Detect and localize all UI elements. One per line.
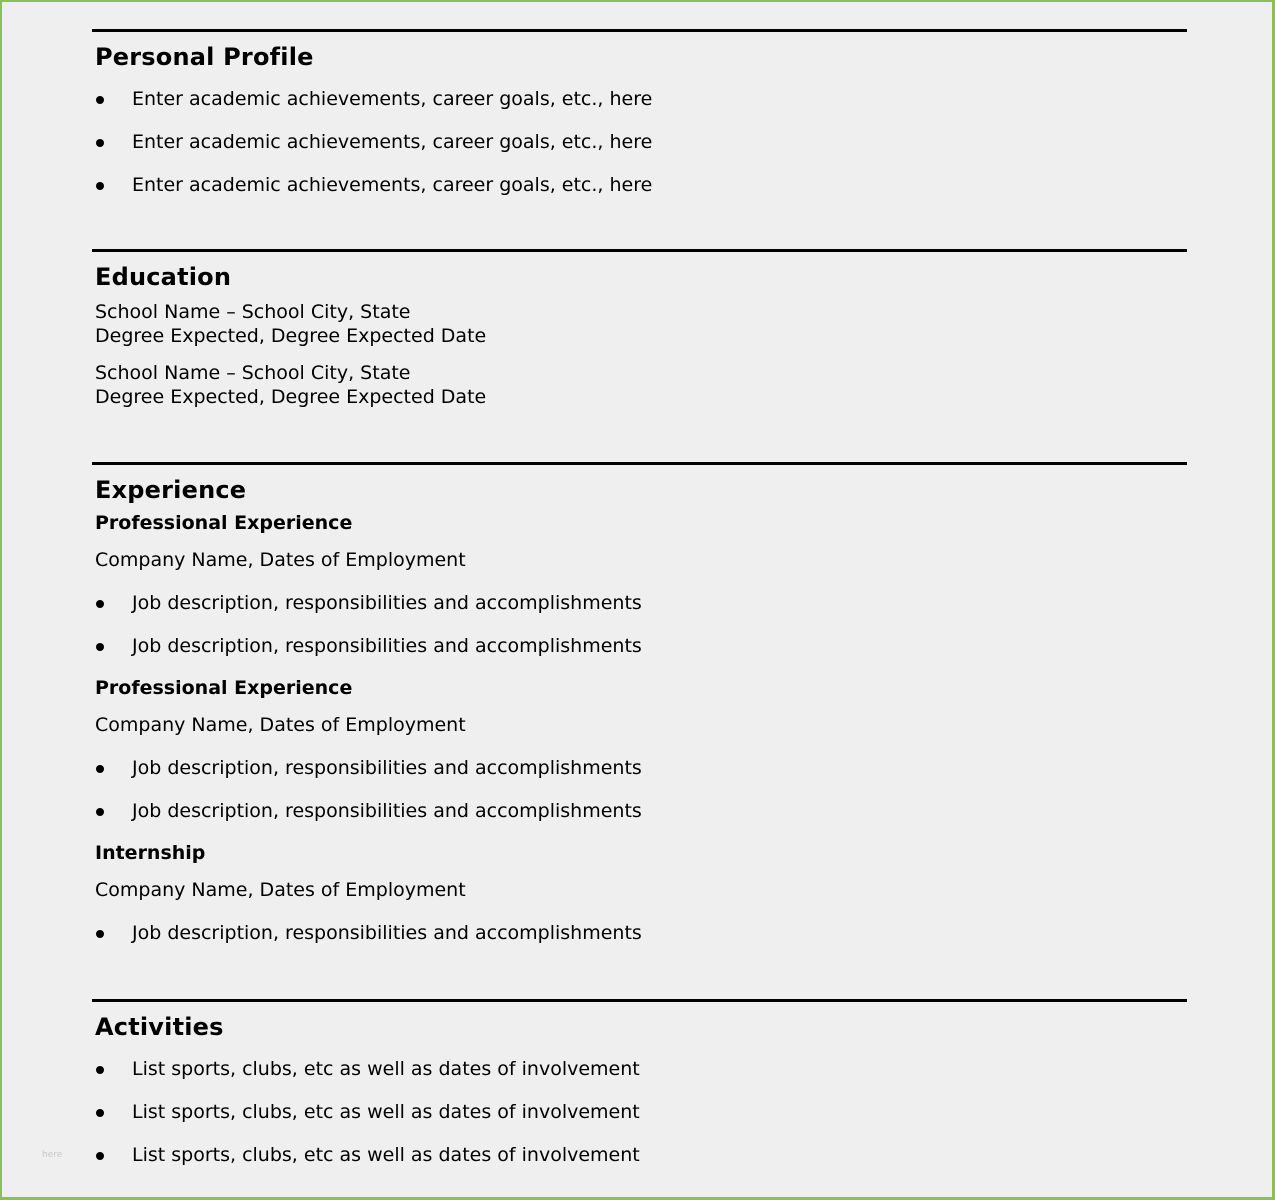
section-divider [92,999,1187,1002]
bullet-icon [96,1109,104,1117]
bullet-icon [96,643,104,651]
bullet-icon [96,139,104,147]
degree-line: Degree Expected, Degree Expected Date [95,386,487,408]
list-item [92,634,1187,658]
list-item [92,130,1187,154]
activities-list [92,1057,1187,1167]
education-section [92,249,1187,409]
bullet-icon [96,930,104,938]
activities-section [92,999,1187,1167]
job-bullet-list [92,591,1187,658]
bullet-icon [96,765,104,773]
list-item [92,756,1187,780]
personal-profile-heading: Personal Profile [95,43,314,71]
school-line: School Name – School City, State [95,362,411,384]
list-item-text: Job description, responsibilities and accomplishments [132,592,642,614]
job-heading: Professional Experience [95,677,353,699]
education-entry [92,361,1187,409]
bullet-icon [96,1066,104,1074]
bullet-icon [96,1152,104,1160]
list-item-text: Job description, responsibilities and accomplishments [132,635,642,657]
bullet-icon [96,808,104,816]
list-item-text: Job description, responsibilities and accomplishments [132,757,642,779]
job-bullet-list [92,921,1187,945]
activities-heading: Activities [95,1013,224,1041]
education-heading: Education [95,263,232,291]
school-line: School Name – School City, State [95,301,411,323]
job-bullet-list [92,756,1187,823]
section-divider [92,462,1187,465]
bullet-icon [96,182,104,190]
bullet-icon [96,600,104,608]
job-heading: Internship [95,842,206,864]
list-item-text: Job description, responsibilities and accomplishments [132,800,642,822]
list-item [92,173,1187,197]
list-item [92,87,1187,111]
list-item-text: Job description, responsibilities and accomplishments [132,922,642,944]
company-line: Company Name, Dates of Employment [95,549,466,571]
list-item-text: Enter academic achievements, career goals, etc., here [132,131,653,153]
personal-profile-section [92,29,1187,197]
profile-list [92,87,1187,197]
experience-heading: Experience [95,476,247,504]
company-line: Company Name, Dates of Employment [95,714,466,736]
watermark-text: here [42,1150,63,1160]
section-divider [92,29,1187,32]
list-item-text: List sports, clubs, etc as well as dates of involvement [132,1058,640,1080]
list-item-text: Enter academic achievements, career goals, etc., here [132,174,653,196]
education-entry [92,300,1187,348]
job-heading: Professional Experience [95,512,353,534]
bullet-icon [96,96,104,104]
list-item [92,1057,1187,1081]
company-line: Company Name, Dates of Employment [95,879,466,901]
list-item-text: List sports, clubs, etc as well as dates of involvement [132,1144,640,1166]
list-item [92,591,1187,615]
list-item-text: List sports, clubs, etc as well as dates of involvement [132,1101,640,1123]
degree-line: Degree Expected, Degree Expected Date [95,325,487,347]
list-item-text: Enter academic achievements, career goals, etc., here [132,88,653,110]
list-item [92,1100,1187,1124]
experience-section [92,462,1187,945]
section-divider [92,249,1187,252]
list-item [92,799,1187,823]
list-item [92,1143,1187,1167]
list-item [92,921,1187,945]
